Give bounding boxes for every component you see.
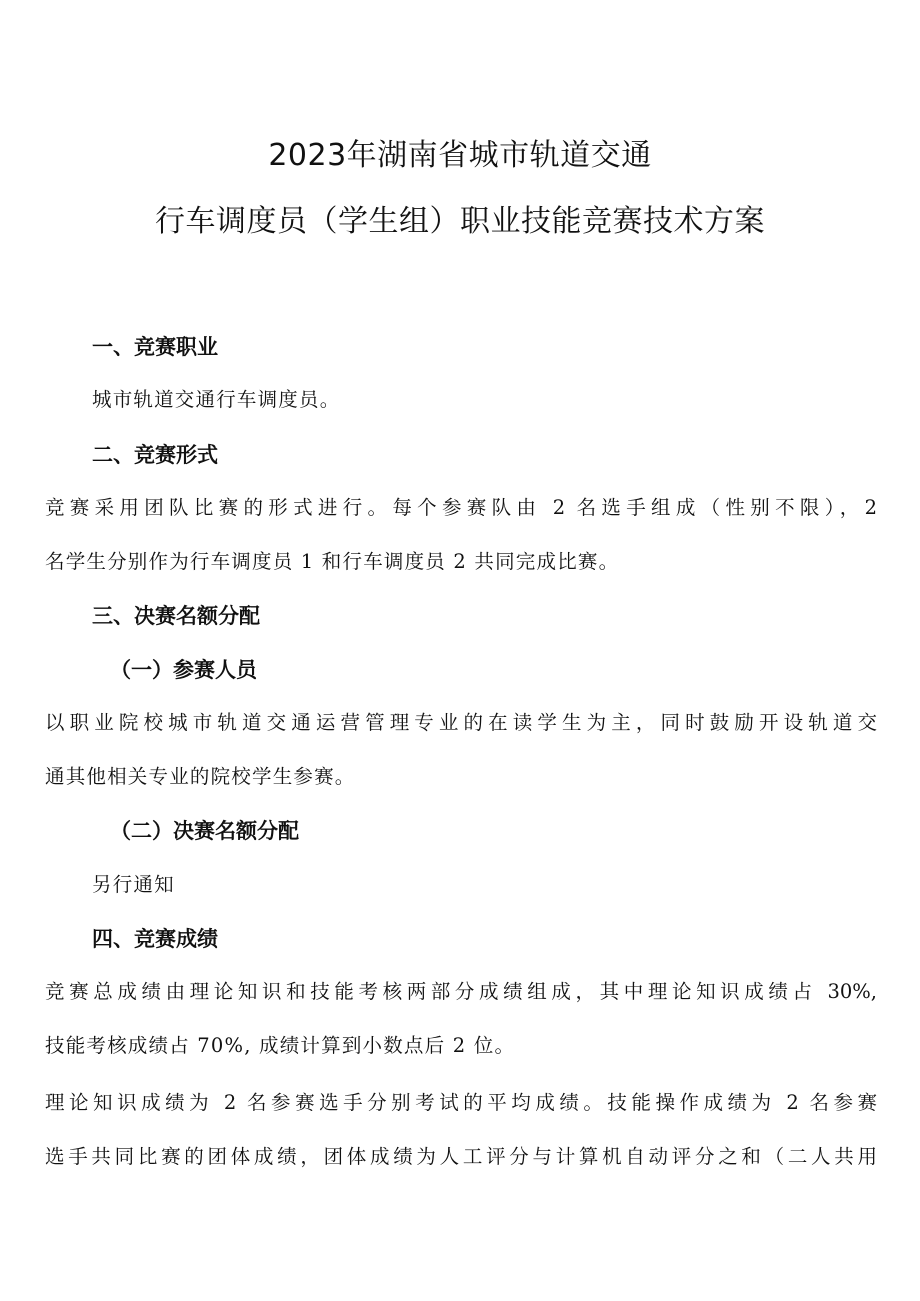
section-4-heading: 四、竞赛成绩 — [92, 927, 218, 951]
section-3-subsection-2-heading: （二）决赛名额分配 — [110, 819, 299, 843]
section-1-heading: 一、竞赛职业 — [92, 335, 218, 359]
document-title-line-2: 行车调度员（学生组）职业技能竞赛技术方案 — [155, 204, 765, 239]
section-3-subsection-2-paragraph: 另行通知 — [92, 873, 175, 896]
section-3-subsection-1-paragraph-line-1: 以职业院校城市轨道交通运营管理专业的在读学生为主，同时鼓励开设轨道交 — [45, 711, 877, 734]
section-2-paragraph-line-1: 竞赛采用团队比赛的形式进行。每个参赛队由 2 名选手组成（性别不限），2 — [45, 496, 877, 519]
document-title-line-1: 2023年湖南省城市轨道交通 — [268, 138, 652, 173]
section-4-paragraph-2-line-2: 选手共同比赛的团体成绩，团体成绩为人工评分与计算机自动评分之和（二人共用 — [45, 1145, 877, 1168]
section-2-heading: 二、竞赛形式 — [92, 443, 218, 467]
section-1-paragraph: 城市轨道交通行车调度员。 — [92, 388, 341, 411]
section-3-heading: 三、决赛名额分配 — [92, 604, 260, 628]
section-2-paragraph-line-2: 名学生分别作为行车调度员 1 和行车调度员 2 共同完成比赛。 — [45, 550, 620, 573]
section-3-subsection-1-heading: （一）参赛人员 — [110, 658, 257, 682]
section-4-paragraph-1-line-1: 竞赛总成绩由理论知识和技能考核两部分成绩组成，其中理论知识成绩占 30%, — [45, 980, 877, 1003]
section-4-paragraph-2-line-1: 理论知识成绩为 2 名参赛选手分别考试的平均成绩。技能操作成绩为 2 名参赛 — [45, 1091, 877, 1114]
section-3-subsection-1-paragraph-line-2: 通其他相关专业的院校学生参赛。 — [45, 765, 356, 788]
section-4-paragraph-1-line-2: 技能考核成绩占 70%, 成绩计算到小数点后 2 位。 — [45, 1034, 516, 1057]
